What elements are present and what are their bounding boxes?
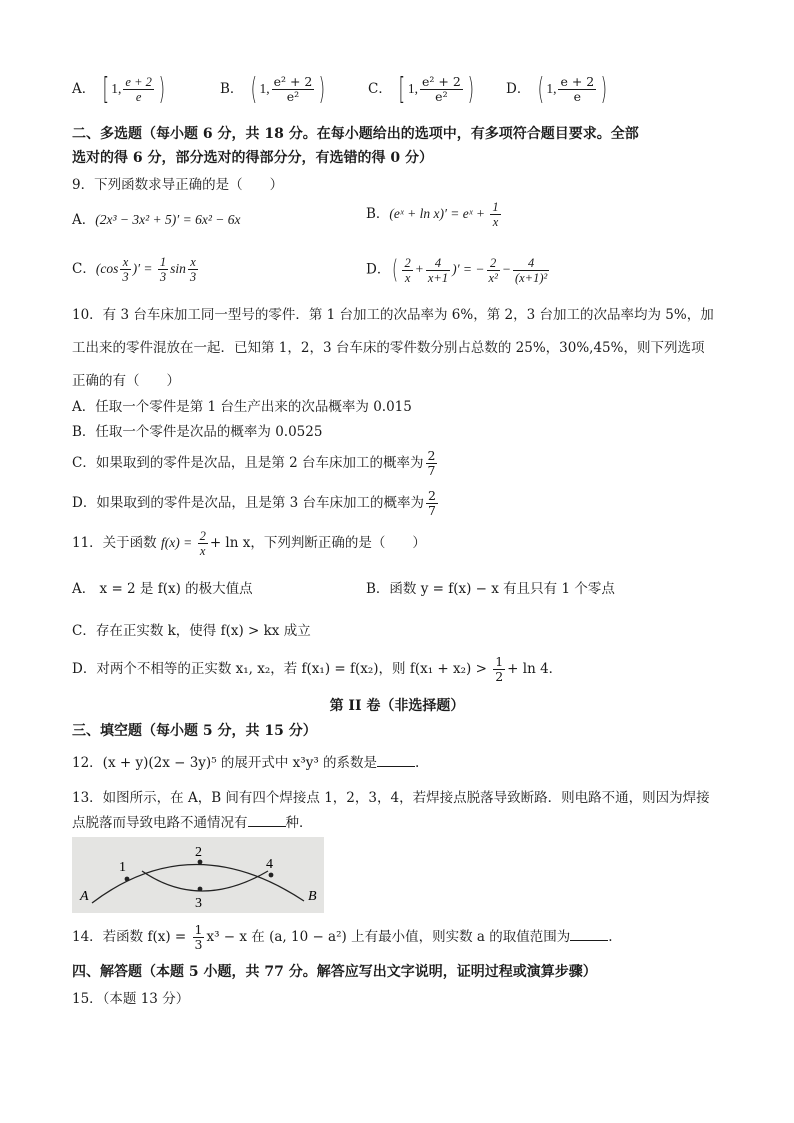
frac-num: e + 2 — [560, 74, 595, 89]
frac-num: e² + 2 — [273, 74, 313, 89]
frac-den: e² — [435, 89, 448, 104]
q12-end: . — [415, 755, 420, 771]
section3-heading: 三、填空题（每小题 5 分，共 15 分） — [72, 723, 317, 739]
q12-text: 12．(x + y)(2x − 3y)⁵ 的展开式中 x³y³ 的系数是 — [72, 755, 378, 771]
interval-start: 1, — [546, 81, 557, 96]
option-expression: (eˣ + ln x)′ = eˣ + — [389, 206, 489, 221]
bracket: ) — [318, 72, 326, 107]
q8-option-d — [506, 72, 610, 107]
section2-heading-line1: 二、多选题（每小题 6 分，共 18 分。在每小题给出的选项中，有多项符合题目要求。全部 — [72, 126, 639, 142]
q8-option-a — [72, 72, 168, 107]
frac-den: x — [404, 270, 411, 285]
option-expression: (2x³ − 3x² + 5)′ = 6x² − 6x — [95, 212, 241, 227]
junction-point-3 — [198, 887, 203, 892]
bracket: ) — [600, 72, 608, 107]
answer-blank — [377, 754, 415, 767]
frac-num: x — [120, 255, 130, 270]
expr-part: (cos — [95, 261, 119, 276]
q8-option-b — [220, 72, 328, 107]
q8-option-c — [368, 72, 477, 107]
q14 — [72, 923, 613, 952]
q11-option-c: C．存在正实数 k，使得 f(x) > kx 成立 — [72, 623, 311, 639]
frac-num: 1 — [194, 922, 203, 937]
label-a: A — [80, 889, 89, 904]
frac-den: 3 — [194, 937, 203, 952]
q9-option-d — [366, 255, 551, 285]
q10-line3: 正确的有（ ） — [72, 373, 180, 389]
frac-num: 2 — [487, 256, 500, 271]
frac-den: 7 — [427, 463, 436, 478]
q14-text: x³ − x 在 (a, 10 − a²) 上有最小值，则实数 a 的取值范围为 — [206, 929, 571, 945]
option-text: D．对两个不相等的正实数 x₁, x₂，若 f(x₁) = f(x₂)，则 f(x₁ + x₂) > — [72, 661, 492, 677]
frac-den: 7 — [428, 503, 436, 518]
label-2: 2 — [195, 845, 202, 860]
junction-point-1 — [125, 877, 130, 882]
answer-blank — [570, 928, 608, 941]
frac-num: 1 — [159, 255, 167, 269]
circuit-figure — [72, 837, 324, 913]
option-letter: D． — [366, 261, 391, 278]
q12 — [72, 753, 419, 773]
q10-line2: 工出来的零件混放在一起．已知第 1，2，3 台车床的零件数分别占总数的 25%，30%,45%，则下列选项 — [72, 340, 705, 356]
option-text: C．如果取到的零件是次品，且是第 2 台车床加工的概率为 — [72, 455, 424, 471]
q14-text: 14．若函数 f(x) = — [72, 929, 191, 945]
option-letter: C． — [72, 261, 96, 277]
section4-heading: 四、解答题（本题 5 小题，共 77 分。解答应写出文字说明，证明过程或演算步骤） — [72, 964, 597, 980]
bracket: [ — [102, 72, 109, 107]
option-text: + ln 4． — [507, 661, 563, 677]
q10-option-d — [72, 489, 440, 518]
frac-den: e² — [286, 89, 300, 104]
bracket: [ — [398, 72, 406, 107]
section2-heading-line2: 选对的得 6 分，部分选对的得部分分，有选错的得 0 分） — [72, 150, 433, 166]
interval-start: 1, — [259, 81, 270, 96]
bracket: ( — [537, 72, 544, 107]
part2-title: 第 II 卷（非选择题） — [329, 698, 465, 714]
option-letter: A． — [72, 81, 96, 97]
interval-start: 1, — [111, 81, 122, 96]
q9-option-c — [72, 255, 200, 284]
bracket: ( — [250, 72, 257, 107]
q13-text: 点脱落而导致电路不通情况有 — [72, 815, 248, 831]
frac-den: e — [135, 90, 142, 104]
bracket: ) — [467, 72, 474, 107]
q15: 15．（本题 13 分） — [72, 991, 190, 1007]
frac-den: e — [573, 89, 582, 104]
label-3: 3 — [195, 896, 202, 911]
q9-option-a — [72, 208, 241, 228]
expr-part: − — [501, 261, 511, 277]
frac-num: 2 — [427, 448, 436, 463]
q9-option-b — [366, 200, 503, 229]
option-letter: B． — [220, 81, 244, 97]
expr-part: f(x) = — [160, 535, 196, 550]
label-1: 1 — [119, 860, 126, 875]
option-letter: C． — [368, 81, 392, 97]
label-4: 4 — [266, 857, 273, 872]
frac-den: x — [199, 544, 206, 558]
expr-part: + — [414, 261, 424, 277]
junction-point-2 — [198, 860, 203, 865]
q11-stem — [72, 529, 426, 558]
frac-num: 1 — [495, 654, 504, 669]
frac-num: 1 — [492, 200, 499, 214]
q13-text: 种． — [285, 815, 313, 831]
frac-den: x — [492, 215, 499, 229]
frac-den: x+1 — [427, 270, 449, 285]
frac-num: 2 — [199, 529, 206, 543]
q9-stem: 9．下列函数求导正确的是（ ） — [72, 177, 284, 193]
frac-num: e + 2 — [125, 75, 152, 89]
q11-option-a: A． x = 2 是 f(x) 的极大值点 — [72, 581, 253, 597]
frac-num: 2 — [428, 488, 436, 503]
answer-blank — [248, 814, 286, 827]
option-text: D．如果取到的零件是次品，且是第 3 台车床加工的概率为 — [72, 495, 424, 511]
q10-line1: 10．有 3 台车床加工同一型号的零件．第 1 台加工的次品率为 6%，第 2，3 台加工的次品率均为 5%，加 — [72, 307, 714, 323]
frac-num: 4 — [426, 256, 450, 271]
expr-part: )′ = — [132, 261, 156, 276]
junction-point-4 — [269, 873, 274, 878]
frac-den: x² — [488, 270, 498, 285]
frac-den: (x+1)² — [514, 270, 548, 285]
expr-part: )′ = − — [452, 261, 485, 277]
frac-num: 4 — [513, 256, 549, 271]
q10-option-b: B．任取一个零件是次品的概率为 0.0525 — [72, 424, 323, 440]
q13-line1: 13．如图所示，在 A，B 间有四个焊接点 1，2，3，4，若焊接点脱落导致断路．则电路不通，则因为焊接 — [72, 790, 710, 806]
bracket: ) — [158, 72, 165, 107]
stem-text: + ln x，下列判断正确的是（ ） — [209, 535, 426, 551]
option-letter: D． — [506, 81, 531, 97]
frac-den: 2 — [495, 669, 504, 684]
expr-part: sin — [170, 261, 186, 276]
q13-line2 — [72, 813, 313, 833]
option-letter: B． — [366, 206, 390, 222]
interval-start: 1, — [407, 81, 418, 96]
q11-option-d — [72, 655, 562, 684]
q14-end: . — [608, 929, 613, 945]
stem-text: 11．关于函数 — [72, 535, 161, 551]
frac-num: e² + 2 — [421, 74, 461, 89]
paren-open: ( — [392, 255, 399, 285]
circuit-diagram — [72, 837, 324, 913]
label-b: B — [308, 889, 317, 904]
option-letter: A． — [72, 212, 96, 228]
frac-den: 3 — [159, 270, 167, 284]
q10-option-a: A．任取一个零件是第 1 台生产出来的次品概率为 0.015 — [72, 399, 412, 415]
q11-option-b: B．函数 y = f(x) − x 有且只有 1 个零点 — [366, 581, 615, 597]
q10-option-c — [72, 449, 439, 478]
frac-num: x — [188, 255, 198, 270]
frac-den: 3 — [189, 270, 197, 284]
frac-den: 3 — [122, 270, 129, 284]
frac-num: 2 — [404, 255, 411, 270]
